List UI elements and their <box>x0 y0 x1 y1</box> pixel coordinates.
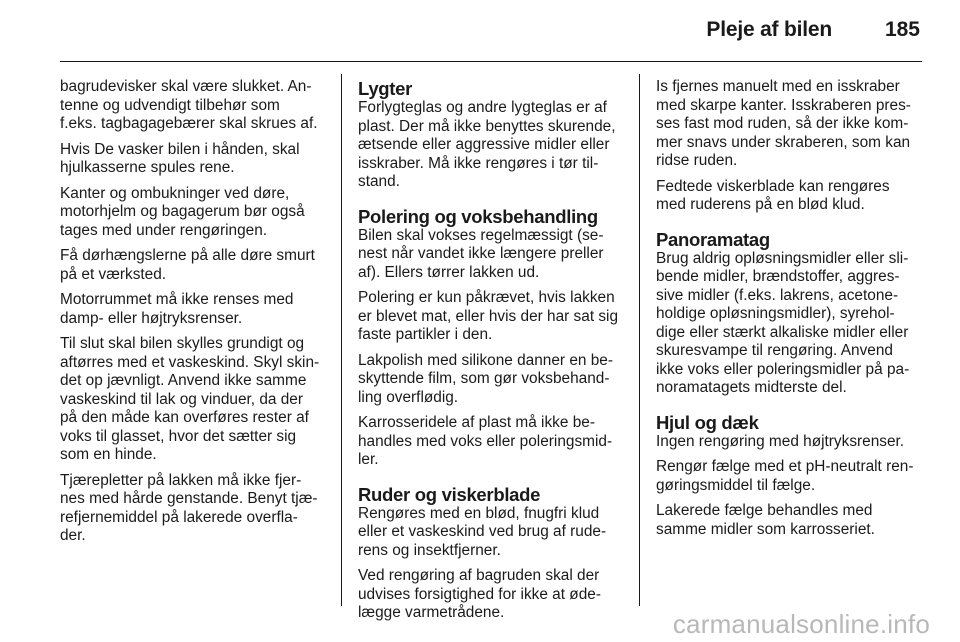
paragraph: Forlygteglas og andre lygteglas er af plast. Der må ikke benyttes skurende, ætsende eller aggressive midler eller isskraber. Må ikke rengøres i tør til- stand. <box>358 99 616 190</box>
paragraph: Rengør fælge med et pH-neutralt ren- gøringsmiddel til fælge. <box>656 458 914 494</box>
page-number: 185 <box>884 18 920 41</box>
text-column-2 <box>358 78 624 637</box>
paragraph: Karrosseridele af plast må ikke be- handles med voks eller poleringsmid- ler. <box>358 414 613 468</box>
section-heading: Hjul og dæk <box>656 411 759 433</box>
section-ruder <box>358 484 624 623</box>
text-column-3 <box>656 78 922 553</box>
column-divider-1 <box>341 74 342 606</box>
paragraph: Hvis De vasker bilen i hånden, skal hjulkasserne spules rene. <box>60 140 300 176</box>
paragraph: Ved rengøring af bagruden skal der udvises forsigtighed for ikke at øde- lægge varmetrådene. <box>358 567 601 621</box>
section-heading: Lygter <box>358 78 413 99</box>
paragraph: Til slut skal bilen skylles grundigt og aftørres med et vaskeskind. Skyl skin- det op jævnligt. Anvend ikke samme vaskeskind til lak og vinduer, da der på den måde kan overføres rester af voks til glasset, hvor det sætter sig som en hinde. <box>60 335 320 463</box>
paragraph: Rengøres med en blød, fnugfri klud eller et vaskeskind ved brug af rude- rens og insektfjerner. <box>358 504 607 559</box>
page-title: Pleje af bilen <box>706 18 832 41</box>
paragraph: Kanter og ombukninger ved døre, motorhjelm og bagagerum bør også tages med under rengøringen. <box>60 184 305 239</box>
header-rule <box>60 61 922 62</box>
section-lygter <box>358 78 624 192</box>
paragraph: Is fjernes manuelt med en isskraber med skarpe kanter. Isskraberen pres- ses fast mod ruden, så der ikke kom- mer snavs under skraberen, som kan ridse ruden. <box>656 78 911 169</box>
paragraph: Tjærepletter på lakken må ikke fjer- nes med hårde genstande. Benyt tjæ- refjernemiddel på lakerede overfla- der. <box>60 471 318 544</box>
column-divider-2 <box>639 74 640 606</box>
section-heading: Polering og voksbehandling <box>358 205 598 227</box>
paragraph: Fedtede viskerblade kan rengøres med ruderens på en blød klud. <box>656 177 890 213</box>
section-heading: Panoramatag <box>656 228 770 250</box>
section-panoramatag <box>656 229 922 398</box>
paragraph: Lakpolish med silikone danner en be- skyttende film, som gør voksbehand- ling overflødig. <box>358 351 613 406</box>
watermark: carmanualsonline.info <box>672 609 930 639</box>
paragraph: Bilen skal vokses regelmæssigt (se- nest når vandet ikke længere preller af). Ellers tørrer lakken ud. <box>358 226 604 281</box>
paragraph: bagrudevisker skal være slukket. An- tenne og udvendigt tilbehør som f.eks. tagbagagebærer skal skrues af. <box>60 78 318 132</box>
text-column-1 <box>60 78 326 553</box>
paragraph: Motorrummet må ikke renses med damp- eller højtryksrenser. <box>60 291 294 327</box>
paragraph: Lakerede fælge behandles med samme midler som karrosseriet. <box>656 502 875 538</box>
section-heading: Ruder og viskerblade <box>358 483 541 505</box>
section-polering <box>358 206 624 470</box>
page-header <box>60 0 922 62</box>
paragraph: Brug aldrig opløsningsmidler eller sli- bende midler, brændstoffer, aggres- sive midler (f.eks. lakrens, acetone- holdige opløsningsmidler), syrehol- dige eller stærkt alkaliske midler eller skuresvampe til rengøring. Anvend ikke voks eller poleringsmidler på pa- noramatagets midterste del. <box>656 249 910 396</box>
section-intro <box>656 78 922 215</box>
paragraph: Polering er kun påkrævet, hvis lakken er blevet mat, eller hvis der har sat sig faste partikler i den. <box>358 289 619 343</box>
paragraph: Ingen rengøring med højtryksrenser. <box>656 432 905 450</box>
section-hjul <box>656 412 922 540</box>
paragraph: Få dørhængslerne på alle døre smurt på et værksted. <box>60 247 315 283</box>
